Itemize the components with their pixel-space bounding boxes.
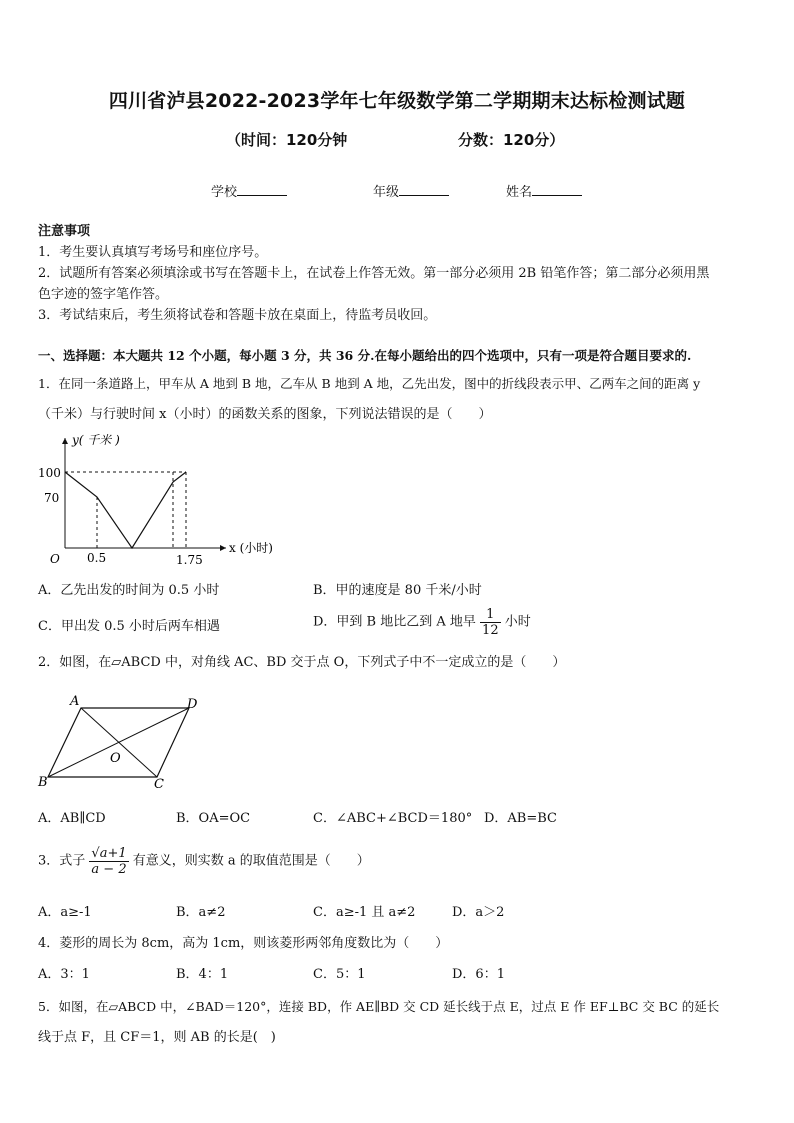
distance-polyline: [65, 472, 186, 548]
origin-label: O: [50, 552, 60, 566]
notice-item: 2．试题所有答案必须填涂或书写在答题卡上，在试卷上作答无效。第一部分必须用 2B 铅笔作答；第二部分必须用黑: [38, 266, 710, 281]
q1-option-d-fraction: [480, 607, 501, 638]
notice-item: 色字迹的签字笔作答。: [38, 287, 169, 302]
q1-stem-line2: （千米）与行驶时间 x（小时）的函数关系的图象，下列说法错误的是（ ）: [38, 407, 492, 422]
q4-stem: 4．菱形的周长为 8cm，高为 1cm，则该菱形两邻角度数比为（ ）: [38, 936, 449, 951]
page-title: 四川省泸县2022-2023学年七年级数学第二学期期末达标检测试题: [108, 90, 686, 112]
school-field: [211, 181, 287, 200]
vertex-b-label: B: [38, 775, 48, 790]
q1-option-c: C．甲出发 0.5 小时后两车相遇: [38, 619, 220, 634]
notice-item: 1．考生要认真填写考场号和座位序号。: [38, 245, 268, 260]
fraction-numerator: 1: [480, 607, 501, 623]
q2-option-a: A．AB∥CD: [38, 811, 106, 826]
section-heading: 一、选择题：本大题共 12 个小题，每小题 3 分，共 36 分.在每小题给出的四个选项中，只有一项是符合题目要求的.: [38, 348, 692, 363]
q1-option-a: A．乙先出发的时间为 0.5 小时: [38, 583, 220, 598]
q1-stem-line1: 1．在同一条道路上，甲车从 A 地到 B 地，乙车从 B 地到 A 地，乙先出发，图中的折线段表示甲、乙两车之间的距离 y: [38, 376, 701, 391]
name-blank: [532, 183, 582, 196]
q1-function-graph: [30, 428, 290, 573]
q2-option-c: C．∠ABC+∠BCD＝180°: [313, 811, 473, 826]
q2-stem: 2．如图，在▱ABCD 中，对角线 AC、BD 交于点 O，下列式子中不一定成立的是（ ）: [38, 655, 566, 670]
q1-option-d-text: D．甲到 B 地比乙到 A 地早: [313, 614, 476, 630]
q2-option-d: D．AB=BC: [484, 811, 557, 826]
q1-option-d-unit: 小时: [504, 614, 531, 630]
grade-label: 年级: [373, 185, 400, 200]
q3-option-a: A．a≥-1: [38, 905, 92, 920]
fraction-denominator: 12: [482, 623, 499, 638]
y-tick-label: 100: [38, 466, 61, 480]
q4-option-d: D．6：1: [452, 967, 505, 982]
vertex-d-label: D: [187, 697, 198, 712]
grade-field: [373, 181, 449, 200]
q5-stem-line2: 线于点 F，且 CF＝1，则 AB 的长是( ): [38, 1030, 276, 1045]
q3-option-d: D．a＞2: [452, 905, 505, 920]
q4-option-a: A．3：1: [38, 967, 90, 982]
q3-option-c: C．a≥-1 且 a≠2: [313, 905, 416, 920]
school-label: 学校: [211, 185, 238, 200]
x-axis-label: x (小时): [229, 541, 273, 555]
q1-option-b: B．甲的速度是 80 千米/小时: [313, 583, 482, 598]
exam-time: （时间：120分钟: [226, 131, 348, 149]
q3-stem-suffix: 有意义，则实数 a 的取值范围是（ ）: [132, 853, 370, 869]
name-label: 姓名: [506, 185, 533, 200]
q5-stem-line1: 5．如图，在▱ABCD 中，∠BAD＝120°，连接 BD，作 AE∥BD 交 CD 延长线于点 E，过点 E 作 EF⊥BC 交 BC 的延长: [38, 999, 720, 1014]
q1-option-d: [313, 607, 531, 638]
q2-parallelogram-figure: [34, 692, 209, 794]
name-field: [506, 181, 582, 200]
y-tick-label: 70: [44, 491, 60, 505]
x-tick-label: 0.5: [87, 551, 107, 565]
notice-heading: 注意事项: [38, 224, 91, 239]
vertex-c-label: C: [154, 777, 164, 792]
center-o-label: O: [110, 751, 121, 766]
q2-option-b: B．OA=OC: [176, 811, 251, 826]
grade-blank: [399, 183, 449, 196]
fraction-numerator: √a+1: [91, 846, 127, 861]
x-tick-label: 1.75: [176, 553, 203, 567]
exam-score: 分数：120分）: [458, 131, 565, 149]
school-blank: [237, 183, 287, 196]
diagonal-bd: [48, 708, 189, 777]
q3-stem: [38, 846, 370, 877]
notice-item: 3．考试结束后，考生须将试卷和答题卡放在桌面上，待监考员收回。: [38, 308, 437, 323]
q3-fraction: [89, 846, 128, 877]
y-axis-label: y( 千米 ): [72, 433, 120, 447]
q3-stem-prefix: 3．式子: [38, 853, 86, 869]
q3-option-b: B．a≠2: [176, 905, 226, 920]
q4-option-b: B．4：1: [176, 967, 229, 982]
vertex-a-label: A: [70, 694, 80, 709]
q4-option-c: C．5：1: [313, 967, 366, 982]
fraction-denominator: a − 2: [91, 862, 127, 877]
